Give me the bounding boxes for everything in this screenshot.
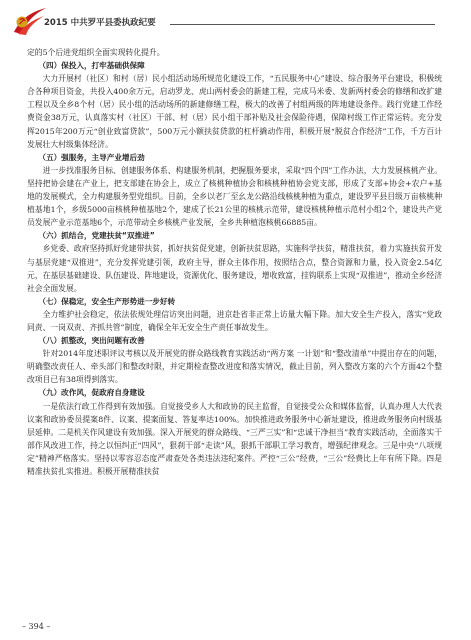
paragraph-continued: 定的5个后进党组织全面实现转化提升。 bbox=[27, 48, 165, 57]
running-header-title: 2015 中共罗平县委执政纪要 bbox=[44, 18, 156, 28]
page-header bbox=[0, 0, 471, 40]
section-heading-7: （七）保稳定，安全生产形势进一步好转 bbox=[38, 296, 176, 306]
paragraph: 针对2014年度述职评议考核以及开展党的群众路线教育实践活动“两方案 一计划”和“整改清单”中提出存在的问题，明确整改责任人、牵头部门和整改时限，并定期检查整改进度和落实情况，截止目前，列入整改方案的六个方面42个整改项目已有38项得到落实。 bbox=[27, 349, 442, 385]
party-emblem-icon bbox=[12, 2, 48, 36]
red-ribbon-icon bbox=[12, 2, 48, 36]
page-body bbox=[27, 46, 442, 478]
paragraph: 大力开展村（社区）和村（居）民小组活动场所规范化建设工作，“五民服务中心”建设、综合服务平台建设，积极统合各种项目资金，共投入400余万元，启动罗龙、虎山两村委会的新建工程，完成马米委、发新两村委会的修缮和改扩建工程以及全乡8个村（居）民小组的活动场所的新建修缮工程，极大的改善了村组两级的阵地建设条件。践行党建工作经费资金38万元，认真落实村（社区）干部、村（居）民小组干部补贴及社会保险待遇，保障村级工作正常运转。充分发挥2015年200万元“创业致富贷款”，500万元小额扶贫贷款的杠杆撬动作用，积极开展“脱贫合作经济”工作，千方百计发展壮大村级集体经济。 bbox=[27, 74, 442, 149]
page-number: – 394 – bbox=[22, 622, 51, 631]
section-heading-9: （九）改作风，促政府自身建设 bbox=[38, 388, 145, 398]
paragraph: 进一步找准服务目标、创建服务体系、构建服务机制，把握服务要求，采取“四个四”工作办法，大力发展核桃产业。坚持把协会建在产业上，把支部建在协会上，成立了核桃种植协会和核桃种植协会党支部，形成了支部+协会+农户+基地的发展模式，全力构建服务型党组织。目前，全乡以老厂至幺龙公路沿线核桃种植为重点，建设罗平县目级万亩核桃种植基地1个，乡级5000亩核桃种植基地2个，建成了长21公里的核桃示范带，建设核桃种植示范村小组2个，建设共产党员发展产业示范基地6个，示范带动全乡核桃产业发展，全乡共种植泡核桃66885亩。 bbox=[27, 165, 442, 228]
paragraph: 全力维护社会稳定，依法依规处理信访突出问题，进京赴省非正常上访量大幅下降。加大安全生产投入，落实“党政同责、一岗双责、齐抓共管”制度，确保全年无安全生产责任事故发生。 bbox=[27, 309, 442, 332]
section-heading-6: （六）抓结合，党建扶贫“双推进” bbox=[38, 231, 155, 241]
section-heading-4: （四）保投入，打牢基础供保障 bbox=[38, 61, 145, 71]
section-heading-5: （五）强服务，主导产业增后劲 bbox=[38, 152, 145, 162]
section-heading-8: （八）抓整改，突出问题有改善 bbox=[38, 336, 145, 346]
header-rule bbox=[170, 24, 435, 25]
paragraph: 一是依法行政工作得到有效加强。自觉接受乡人大和政协的民主监督，自觉接受公众和媒体监督，认真办理人大代表议案和政协委员提案8件、议案、提案面复、答复率达100%。加快推进政务服务中心新址建设，推进政务服务向村级基层延伸。二是机关作风建设有效加强。深入开展党的群众路线、“三严三实”和“忠诚干净担当”教育实践活动，全面落实干部作风改进工作，持之以恒纠正“四风”，狠刹干部“走读”风，狠抓干部职工学习教育，增强纪律观念。三是中央“八项规定”精神严格落实。坚持以零容忍态度严肃查处各类违法违纪案件。严控“三公”经费，“三公”经费比上年有所下降。四是精准扶贫扎实推进。积极开展精准扶贫 bbox=[27, 401, 442, 476]
paragraph: 乡党委、政府坚持抓好党建带扶贫，抓好扶贫促党建，创新扶贫思路，实施科学扶贫，精准扶贫，着力实施扶贫开发与基层党建“双推进”，充分发挥党建引领，政府主导，群众主体作用，按照结合点，整合资源和力量，投入资金2.54亿元，在基层基础建设、队伍建设、阵地建设，资源优化、服务建设，增收致富，挂钩联系上实现“双推进”，推动全乡经济社会全面发展。 bbox=[27, 244, 442, 293]
